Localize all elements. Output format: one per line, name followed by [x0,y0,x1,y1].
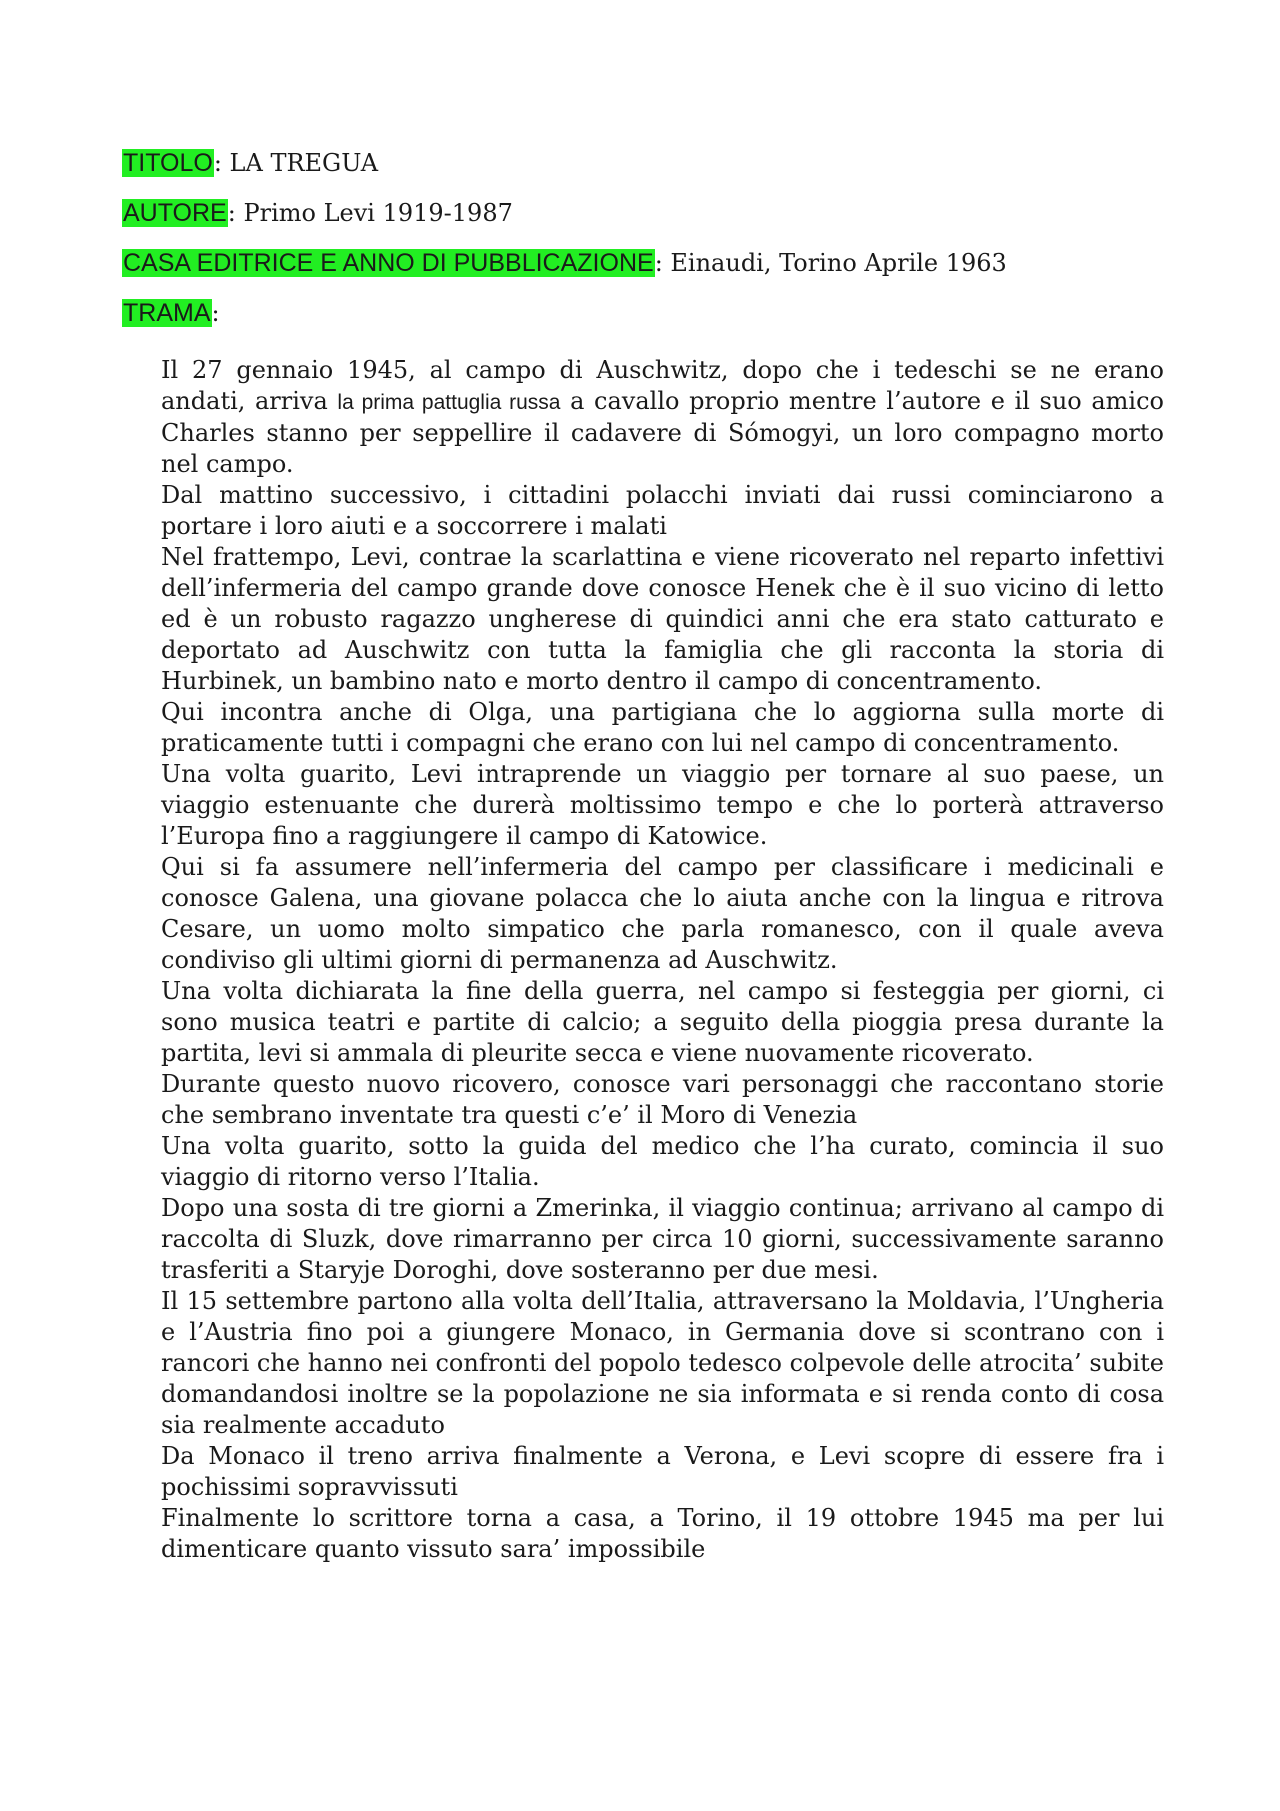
author-label: AUTORE [123,199,227,227]
paragraph: Una volta dichiarata la fine della guerra, nel campo si festeggia per giorni, ci sono musica teatri e partite di calcio; a seguito della pioggia presa durante la partita, levi si ammala di pleurite secca e viene nuovamente ricoverato. [161,977,1164,1067]
plot-line [122,300,1162,326]
publisher-value: : Einaudi, Torino Aprile 1963 [654,249,1007,277]
paragraph-text-sans: la prima pattuglia russa [337,391,561,414]
paragraph: Qui incontra anche di Olga, una partigiana che lo aggiorna sulla morte di praticamente tutti i compagni che erano con lui nel campo di concentramento. [161,698,1164,757]
paragraph: Dal mattino successivo, i cittadini polacchi inviati dai russi cominciarono a portare i loro aiuti e a soccorrere i malati [161,481,1164,540]
plot-body [161,355,1164,1565]
publisher-label: CASA EDITRICE E ANNO DI PUBBLICAZIONE [123,249,654,277]
paragraph: Da Monaco il treno arriva finalmente a Verona, e Levi scopre di essere fra i pochissimi sopravvissuti [161,1442,1164,1501]
author-value: : Primo Levi 1919-1987 [227,199,513,227]
plot-label: TRAMA [123,299,211,327]
title-value: : LA TREGUA [213,149,379,177]
paragraph: Una volta guarito, sotto la guida del medico che l’ha curato, comincia il suo viaggio di ritorno verso l’Italia. [161,1132,1164,1191]
author-line [122,200,1162,226]
title-label: TITOLO [123,149,213,177]
paragraph: Nel frattempo, Levi, contrae la scarlattina e viene ricoverato nel reparto infettivi dell’infermeria del campo grande dove conosce Henek che è il suo vicino di letto ed è un robusto ragazzo ungherese di quindici anni che era stato catturato e deportato ad Auschwitz con tutta la famiglia che gli racconta la storia di Hurbinek, un bambino nato e morto dentro il campo di concentramento. [161,543,1164,695]
title-line [122,150,1162,176]
paragraph-text: Il 27 gennaio 1945, al campo di Auschwitz, dopo che i tedeschi se ne erano andati, arriva [161,356,1164,415]
publisher-line [122,250,1162,276]
paragraph: Finalmente lo scrittore torna a casa, a Torino, il 19 ottobre 1945 ma per lui dimenticare quanto vissuto sara’ impossibile [161,1504,1164,1563]
paragraph-text: a cavallo proprio mentre l’autore e il suo amico Charles stanno per seppellire il cadavere di Sómogyi, un loro compagno morto nel campo. [161,387,1165,478]
document-header [122,150,1162,350]
paragraph [161,355,1164,480]
paragraph: Qui si fa assumere nell’infermeria del campo per classificare i medicinali e conosce Galena, una giovane polacca che lo aiuta anche con la lingua e ritrova Cesare, un uomo molto simpatico che parla romanesco, con il quale aveva condiviso gli ultimi giorni di permanenza ad Auschwitz. [161,853,1164,974]
paragraph: Dopo una sosta di tre giorni a Zmerinka, il viaggio continua; arrivano al campo di raccolta di Sluzk, dove rimarranno per circa 10 giorni, successivamente saranno trasferiti a Staryje Doroghi, dove sosteranno per due mesi. [161,1194,1164,1284]
paragraph: Una volta guarito, Levi intraprende un viaggio per tornare al suo paese, un viaggio estenuante che durerà moltissimo tempo e che lo porterà attraverso l’Europa fino a raggiungere il campo di Katowice. [161,760,1164,850]
paragraph: Il 15 settembre partono alla volta dell’Italia, attraversano la Moldavia, l’Ungheria e l’Austria fino poi a giungere Monaco, in Germania dove si scontrano con i rancori che hanno nei confronti del popolo tedesco colpevole delle atrocita’ subite domandandosi inoltre se la popolazione ne sia informata e si renda conto di cosa sia realmente accaduto [161,1287,1164,1439]
plot-colon: : [211,299,220,327]
paragraph: Durante questo nuovo ricovero, conosce vari personaggi che raccontano storie che sembrano inventate tra questi c’e’ il Moro di Venezia [161,1070,1164,1129]
